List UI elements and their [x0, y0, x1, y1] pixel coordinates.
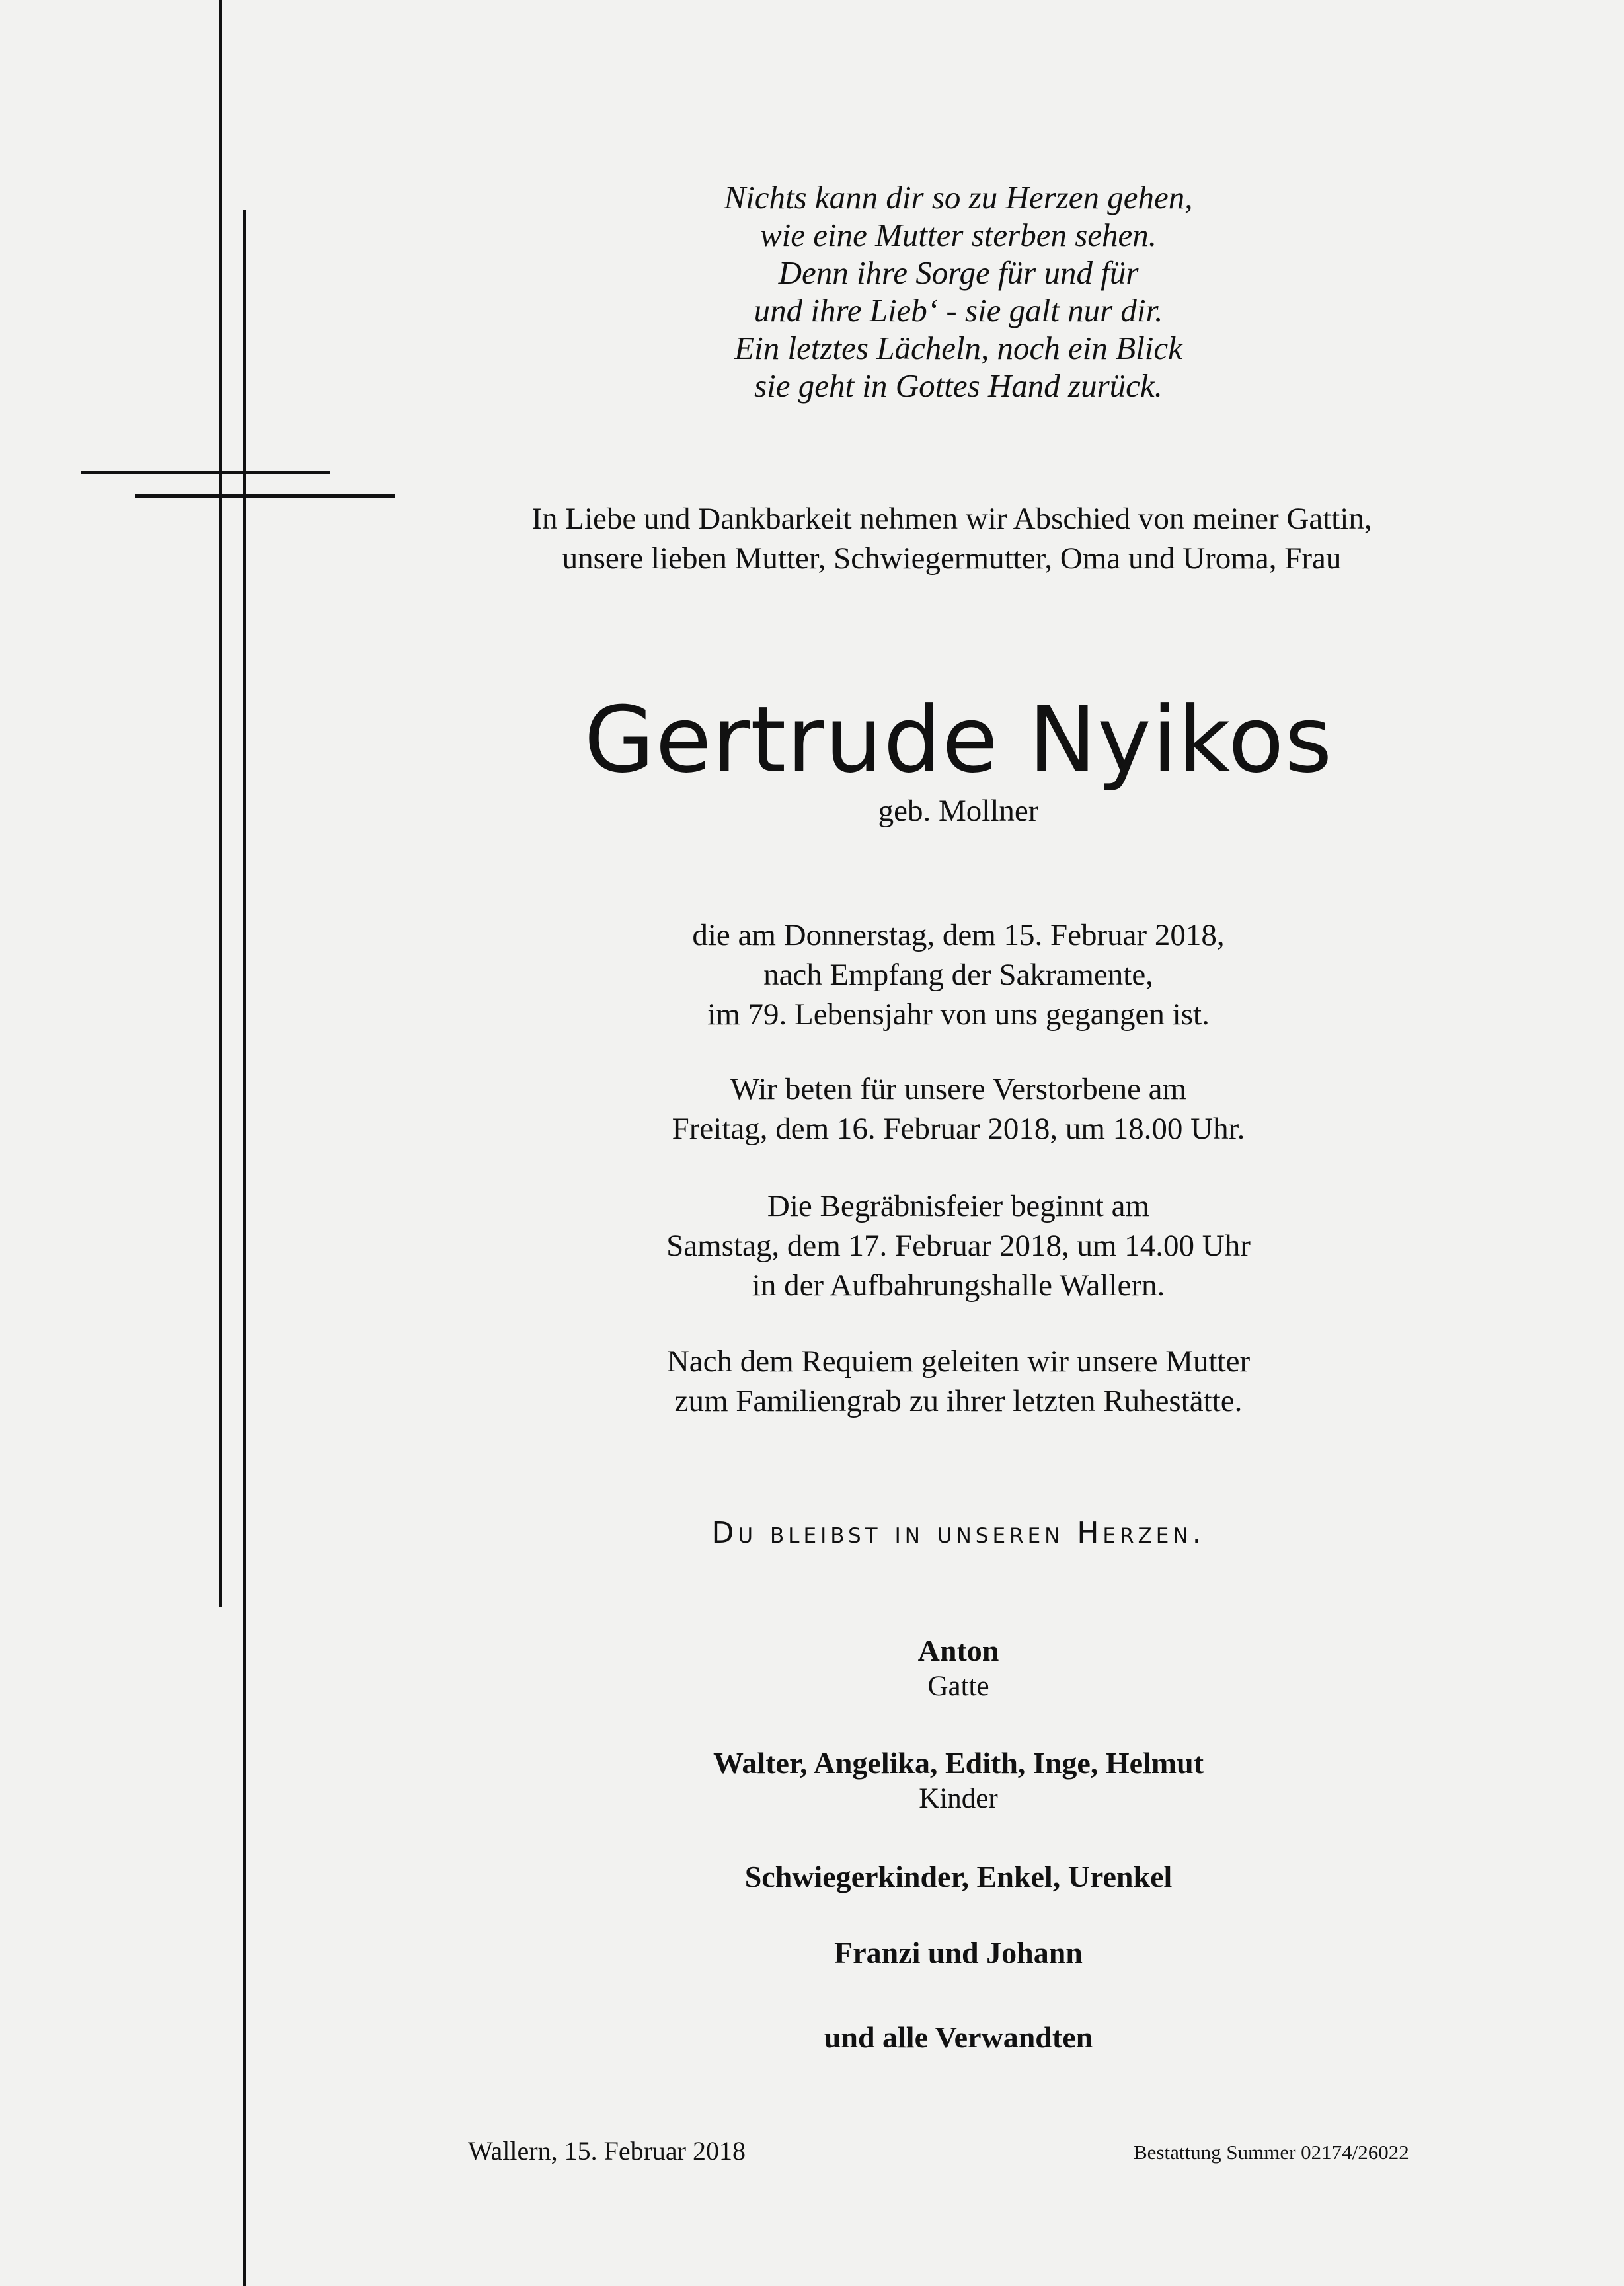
intro-text: [185, 499, 1624, 578]
death-details: [185, 915, 1624, 1034]
poem-line: wie eine Mutter sterben sehen.: [759, 217, 1157, 253]
motto: Du bleibst in unseren Herzen.: [711, 1516, 1206, 1550]
mourner-names: Walter, Angelika, Edith, Inge, Helmut: [713, 1746, 1204, 1780]
cross-upper-bar: [81, 471, 330, 474]
poem-line: sie geht in Gottes Hand zurück.: [754, 367, 1163, 404]
detail-line: zum Familiengrab zu ihrer letzten Ruhestätte.: [674, 1384, 1243, 1418]
poem: [198, 178, 1624, 404]
poem-line: Nichts kann dir so zu Herzen gehen,: [724, 179, 1193, 215]
burial-details: [185, 1342, 1624, 1421]
detail-line: in der Aufbahrungshalle Wallern.: [752, 1268, 1165, 1303]
mourner-group: [185, 1934, 1624, 1971]
intro-line: In Liebe und Dankbarkeit nehmen wir Abschied von meiner Gattin,: [531, 502, 1372, 536]
mourner-names: Anton: [917, 1634, 999, 1667]
detail-line: im 79. Lebensjahr von uns gegangen ist.: [707, 997, 1210, 1032]
mourner-names: Franzi und Johann: [834, 1936, 1083, 1969]
detail-line: Die Begräbnisfeier beginnt am: [767, 1189, 1150, 1223]
funeral-details: [185, 1186, 1624, 1305]
mourner-role: Gatte: [927, 1671, 989, 1702]
mourner-names: Schwiegerkinder, Enkel, Urenkel: [744, 1860, 1173, 1893]
mourner-role: Kinder: [919, 1783, 998, 1814]
poem-line: Ein letztes Lächeln, noch ein Blick: [734, 330, 1182, 366]
poem-line: Denn ihre Sorge für und für: [778, 254, 1139, 291]
detail-line: die am Donnerstag, dem 15. Februar 2018,: [692, 918, 1225, 952]
birth-name: geb. Mollner: [878, 794, 1039, 828]
mourner-names: und alle Verwandten: [824, 2020, 1093, 2054]
mourner-group: [185, 1632, 1624, 1704]
detail-line: Nach dem Requiem geleiten wir unsere Mutter: [666, 1344, 1251, 1379]
detail-line: Freitag, dem 16. Februar 2018, um 18.00 Uhr.: [672, 1112, 1245, 1146]
undertaker-contact: Bestattung Summer 02174/26022: [1134, 2141, 1409, 2164]
intro-line: unsere lieben Mutter, Schwiegermutter, Oma und Uroma, Frau: [562, 541, 1342, 576]
detail-line: nach Empfang der Sakramente,: [763, 958, 1153, 992]
mourner-group: [185, 1745, 1624, 1816]
poem-line: und ihre Lieb‘ - sie galt nur dir.: [754, 292, 1163, 328]
deceased-name: Gertrude Nyikos: [584, 687, 1333, 793]
mourner-group: [185, 1858, 1624, 1895]
place-date: Wallern, 15. Februar 2018: [468, 2136, 746, 2166]
prayer-details: [185, 1069, 1624, 1149]
cross-lower-bar: [135, 494, 395, 498]
detail-line: Samstag, dem 17. Februar 2018, um 14.00 Uhr: [666, 1229, 1251, 1263]
mourner-group: [185, 2019, 1624, 2056]
detail-line: Wir beten für unsere Verstorbene am: [730, 1072, 1187, 1106]
